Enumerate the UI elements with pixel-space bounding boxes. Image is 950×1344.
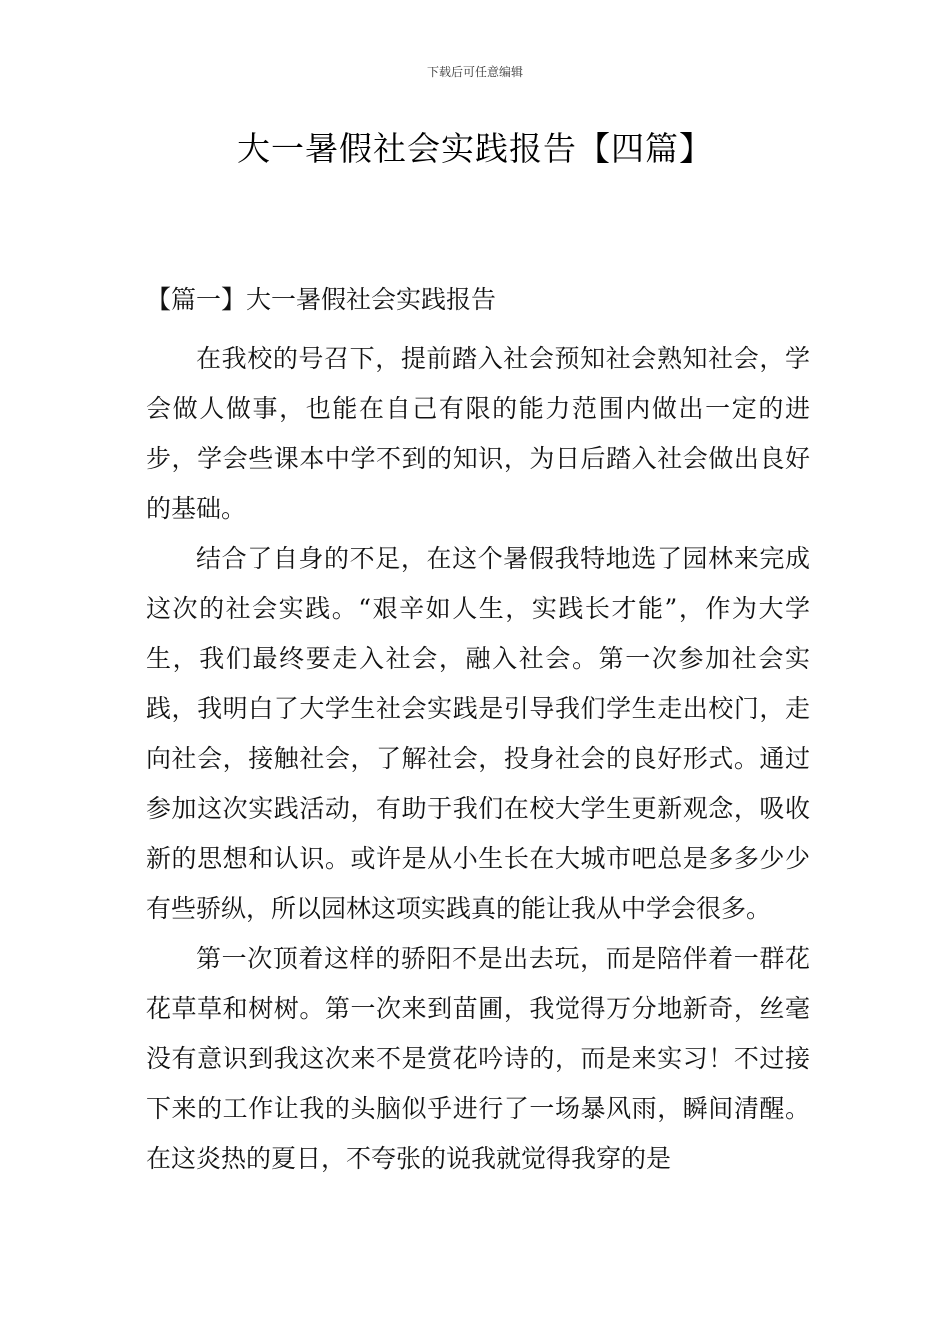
paragraph: 在我校的号召下，提前踏入社会预知社会熟知社会，学会做人做事，也能在自己有限的能力范围内做出一定的进步，学会些课本中学不到的知识，为日后踏入社会做出良好的基础。 [146, 344, 810, 523]
document-title: 大一暑假社会实践报告【四篇】 [237, 129, 713, 168]
header-note: 下载后可任意编辑 [426, 65, 523, 79]
section-heading: 【篇一】大一暑假社会实践报告 [146, 285, 497, 314]
document-body [146, 280, 810, 1184]
paragraph: 第一次顶着这样的骄阳不是出去玩，而是陪伴着一群花花草草和树树。第一次来到苗圃，我觉得万分地新奇，丝毫没有意识到我这次来不是赏花吟诗的，而是来实习！不过接下来的工作让我的头脑似乎进行了一场暴风雨，瞬间清醒。在这炎热的夏日，不夸张的说我就觉得我穿的是 [146, 944, 810, 1173]
paragraph: 结合了自身的不足，在这个暑假我特地选了园林来完成这次的社会实践。“艰辛如人生，实践长才能”，作为大学生，我们最终要走入社会，融入社会。第一次参加社会实践，我明白了大学生社会实践是引导我们学生走出校门，走向社会，接触社会，了解社会，投身社会的良好形式。通过参加这次实践活动，有助于我们在校大学生更新观念，吸收新的思想和认识。或许是从小生长在大城市吧总是多多少少有些骄纵，所以园林这项实践真的能让我从中学会很多。 [146, 544, 810, 923]
